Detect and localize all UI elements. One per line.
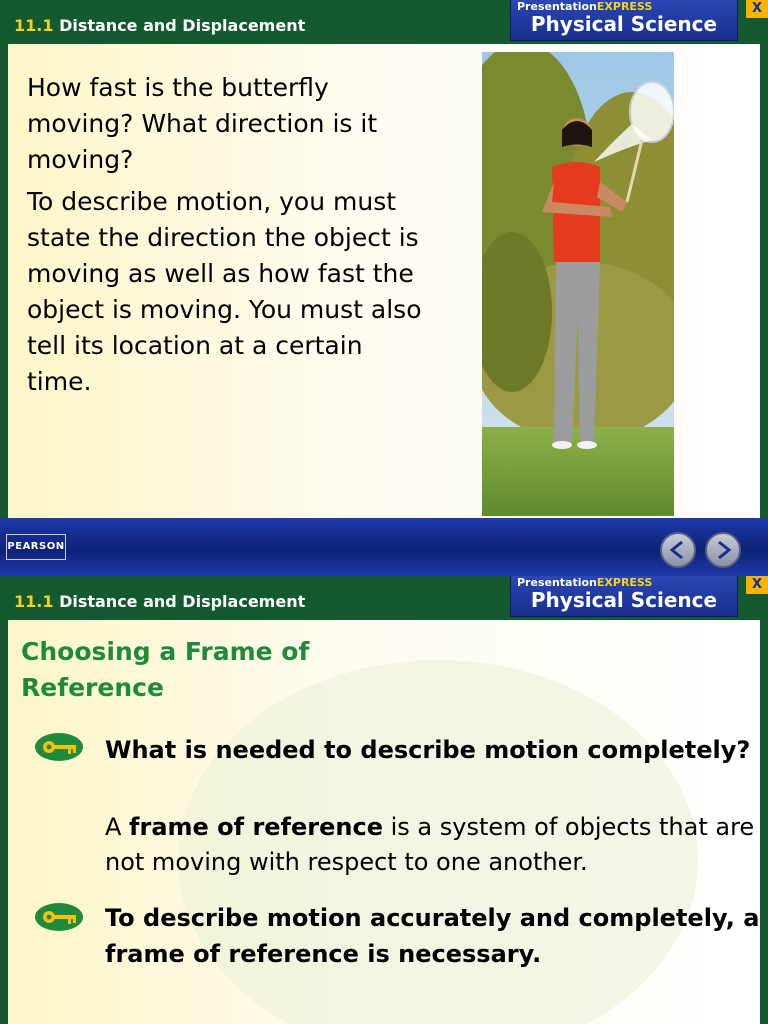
bullet-question-1: What is needed to describe motion completely? <box>105 736 751 764</box>
section-number: 11.1 <box>14 16 54 35</box>
brand-prefix: Presentation <box>517 576 597 589</box>
arrow-left-icon <box>662 534 694 566</box>
brand-title: Physical Science <box>530 12 718 36</box>
brand-prefix: Presentation <box>517 0 597 13</box>
next-slide-button[interactable] <box>705 532 741 568</box>
answer-key-term: frame of reference <box>129 813 383 841</box>
slide-heading: Choosing a Frame of Reference <box>21 637 310 702</box>
brand-title: Physical Science <box>530 588 718 612</box>
intro-explanation-text: To describe motion, you must state the direction the object is moving as well as how fast the object is moving. You must also tell its location at a certain time. <box>27 187 422 396</box>
previous-slide-button[interactable] <box>660 532 696 568</box>
intro-question-text: How fast is the butterfly moving? What direction is it moving? <box>27 73 378 174</box>
slide-header <box>0 0 768 44</box>
slide-header <box>0 576 768 620</box>
brand-suffix: EXPRESS <box>596 0 653 13</box>
answer-suffix: is a system of objects that are not moving with respect to one another. <box>105 813 755 876</box>
slide-content <box>8 44 760 518</box>
slide-2 <box>0 576 768 1024</box>
key-icon <box>34 732 84 762</box>
close-button[interactable]: X <box>746 0 768 18</box>
answer-prefix: A <box>105 813 130 841</box>
section-title: Distance and Displacement <box>59 592 306 611</box>
arrow-right-icon <box>707 534 739 566</box>
publisher-logo: PEARSON <box>6 534 66 560</box>
slide-content <box>8 620 760 1024</box>
section-label <box>14 592 305 611</box>
bullet-answer-1 <box>105 810 765 880</box>
section-label <box>14 16 305 35</box>
brand-logo <box>510 576 738 617</box>
section-number: 11.1 <box>14 592 54 611</box>
slide-footer <box>0 518 768 576</box>
brand-suffix: EXPRESS <box>596 576 653 589</box>
section-title: Distance and Displacement <box>59 16 306 35</box>
key-icon <box>34 902 84 932</box>
butterfly-net-photo <box>482 52 674 516</box>
close-button[interactable]: X <box>746 576 768 594</box>
bullet-question-2: To describe motion accurately and completely, a frame of reference is necessary. <box>105 904 760 968</box>
brand-logo <box>510 0 738 41</box>
